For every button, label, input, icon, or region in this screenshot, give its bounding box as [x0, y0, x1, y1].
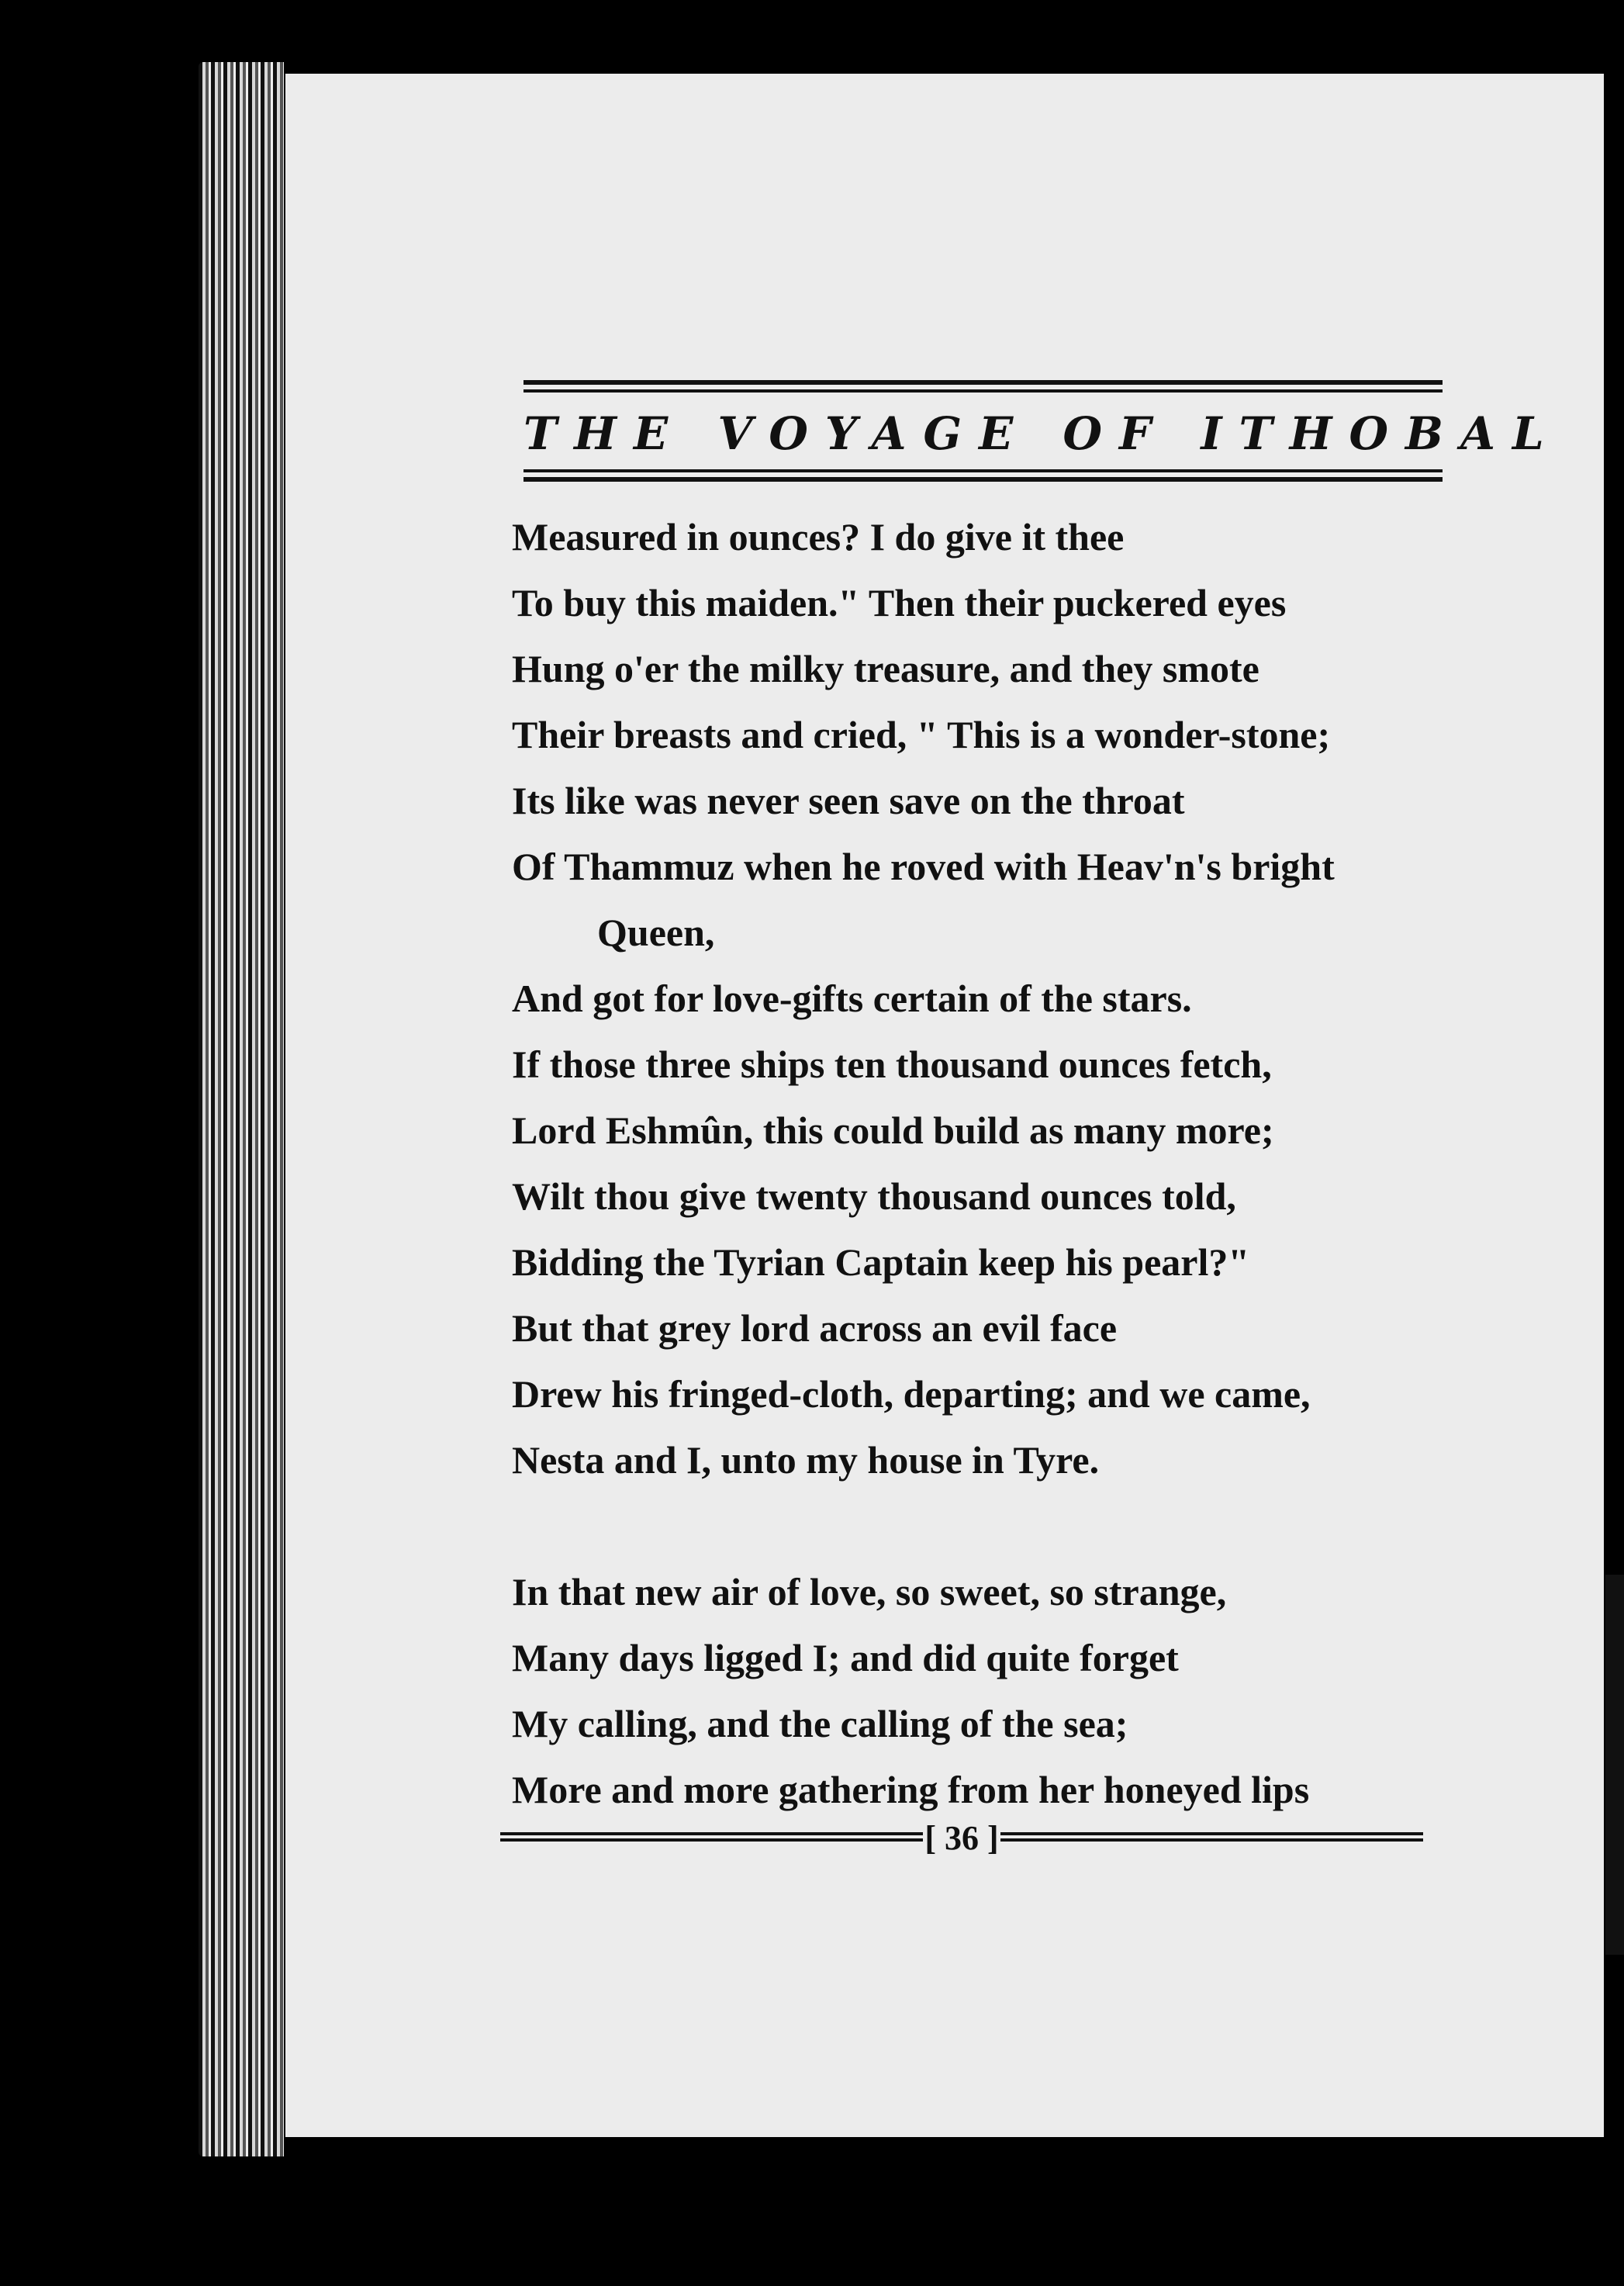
stanza-break: [512, 1493, 1466, 1559]
poem-line: Its like was never seen save on the throat: [512, 779, 1185, 822]
poem-line: Hung o'er the milky treasure, and they smote: [512, 647, 1259, 690]
poem-line: Many days ligged I; and did quite forget: [512, 1636, 1179, 1679]
book-page-edges: [199, 62, 284, 2156]
poem-line: My calling, and the calling of the sea;: [512, 1702, 1128, 1745]
poem-text: [512, 504, 1466, 1823]
poem-line: Nesta and I, unto my house in Tyre.: [512, 1438, 1100, 1482]
poem-line: More and more gathering from her honeyed lips: [512, 1768, 1310, 1811]
poem-line: And got for love-gifts certain of the stars.: [512, 977, 1192, 1020]
header-rule-bottom: [523, 469, 1443, 486]
header-rule-top: [523, 380, 1443, 397]
poem-line: Of Thammuz when he roved with Heav'n's bright: [512, 845, 1335, 888]
running-head: THE VOYAGE OF ITHOBAL: [523, 407, 1561, 460]
poem-line-continuation: Queen,: [597, 911, 715, 954]
footer-rule-left: [500, 1832, 923, 1842]
footer-rule-right: [1000, 1832, 1423, 1842]
poem-line: Drew his fringed-cloth, departing; and we came,: [512, 1372, 1311, 1416]
poem-line: To buy this maiden." Then their puckered eyes: [512, 581, 1287, 624]
poem-line: But that grey lord across an evil face: [512, 1306, 1118, 1350]
poem-line: Wilt thou give twenty thousand ounces told,: [512, 1174, 1236, 1218]
page-footer: [500, 1815, 1423, 1862]
poem-line: Their breasts and cried, " This is a wonder-stone;: [512, 713, 1331, 756]
poem-line: Measured in ounces? I do give it thee: [512, 515, 1125, 559]
poem-line: Lord Eshmûn, this could build as many more;: [512, 1108, 1274, 1152]
poem-line: In that new air of love, so sweet, so strange,: [512, 1570, 1227, 1613]
poem-line: If those three ships ten thousand ounces fetch,: [512, 1043, 1272, 1086]
next-page-edge: [1605, 1575, 1624, 1955]
poem-line: Bidding the Tyrian Captain keep his pearl?": [512, 1240, 1250, 1284]
page-number: [ 36 ]: [924, 1819, 999, 1857]
